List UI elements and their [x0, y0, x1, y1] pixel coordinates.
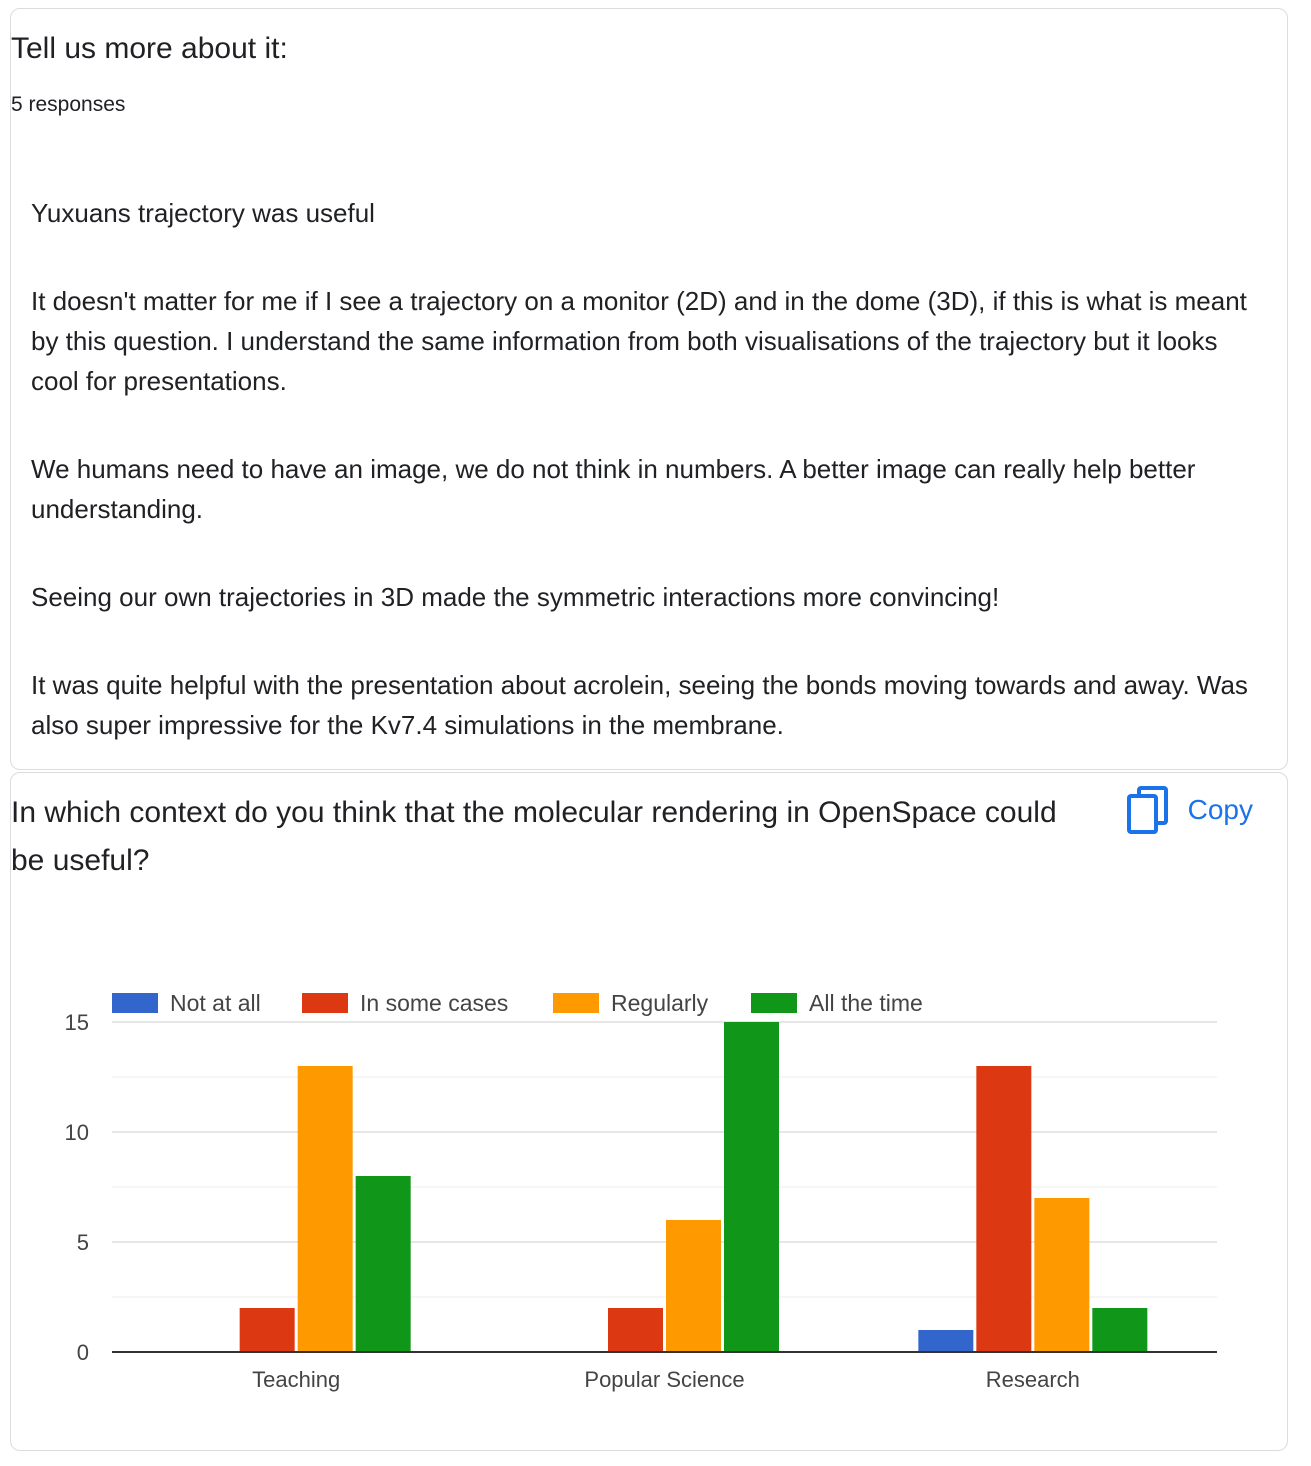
copy-label: Copy: [1187, 794, 1253, 825]
chart-card: [10, 772, 1288, 1451]
bar-chart: [11, 973, 1287, 1443]
bar: [608, 1308, 663, 1352]
legend-label: Not at all: [170, 990, 261, 1016]
legend-label: Regularly: [611, 990, 709, 1016]
legend-swatch: [302, 993, 348, 1013]
copy-chart-button[interactable]: [1126, 785, 1253, 835]
question-title: Tell us more about it:: [11, 32, 288, 65]
answer-item: It was quite helpful with the presentation about acrolein, seeing the bonds moving towards and away. Was also super impressive for the Kv7.4 simulations in the membrane.: [31, 670, 1248, 740]
legend-swatch: [751, 993, 797, 1013]
answer-item: Yuxuans trajectory was useful: [31, 198, 375, 228]
answer-item: It doesn't matter for me if I see a trajectory on a monitor (2D) and in the dome (3D), if this is what is meant by this question. I understand the same information from both visualisations of the trajectory but it looks cool for presentations.: [31, 286, 1247, 396]
bar: [240, 1308, 295, 1352]
bar: [666, 1220, 721, 1352]
legend-label: In some cases: [360, 990, 509, 1016]
legend-swatch: [553, 993, 599, 1013]
x-tick-label: Research: [985, 1367, 1080, 1392]
y-tick-label: 15: [64, 1010, 89, 1035]
x-tick-label: Teaching: [252, 1367, 341, 1392]
bar: [356, 1176, 411, 1352]
bar: [298, 1066, 353, 1352]
y-tick-label: 0: [76, 1340, 89, 1365]
x-tick-label: Popular Science: [584, 1367, 745, 1392]
answer-list: [31, 193, 1256, 793]
bar: [724, 1022, 779, 1352]
bar: [918, 1330, 973, 1352]
legend-swatch: [112, 993, 158, 1013]
y-tick-label: 5: [76, 1230, 89, 1255]
response-count: 5 responses: [11, 93, 126, 116]
question-title: In which context do you think that the molecular rendering in OpenSpace could be useful?: [11, 796, 1057, 877]
text-responses-card: [10, 8, 1288, 770]
answer-item: Seeing our own trajectories in 3D made the symmetric interactions more convincing!: [31, 582, 1000, 612]
bar: [976, 1066, 1031, 1352]
bar: [1034, 1198, 1089, 1352]
copy-icon: [1126, 785, 1170, 835]
legend-label: All the time: [809, 990, 923, 1016]
answer-item: We humans need to have an image, we do not think in numbers. A better image can really help better understanding.: [31, 454, 1196, 524]
y-tick-label: 10: [64, 1120, 89, 1145]
bar: [1092, 1308, 1147, 1352]
